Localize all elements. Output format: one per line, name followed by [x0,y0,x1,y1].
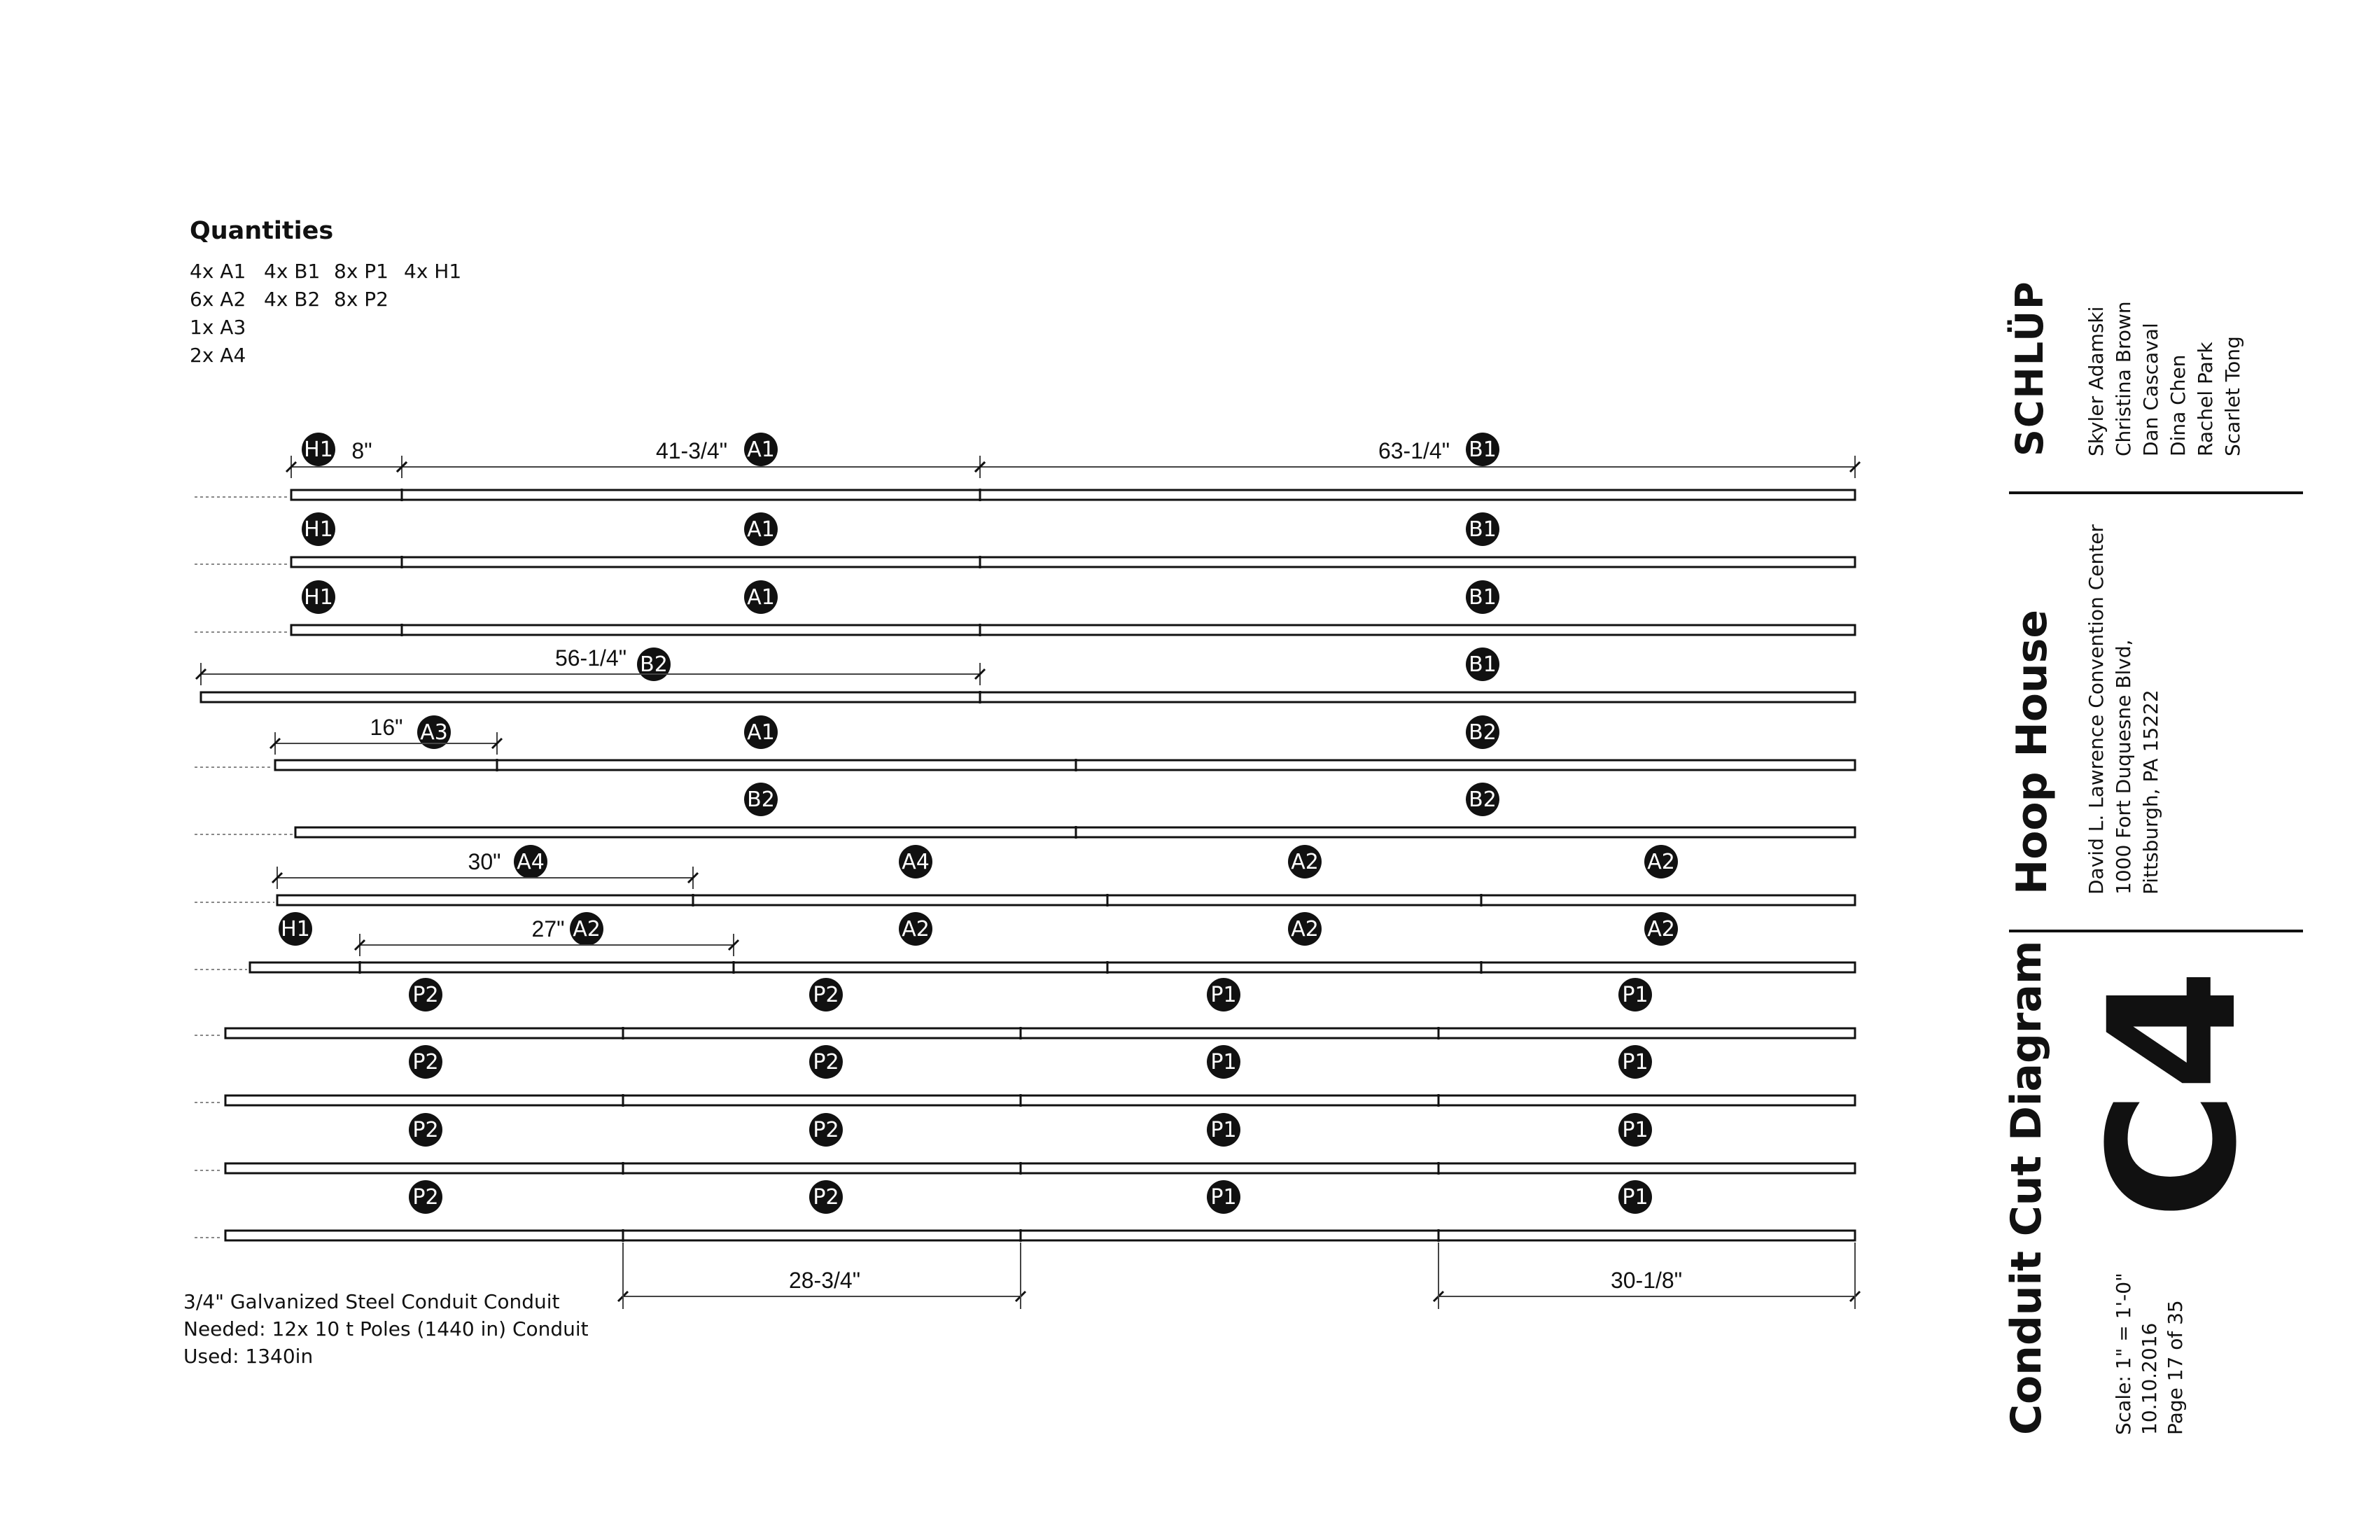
team-member: Skyler Adamski [2085,306,2108,456]
segment-label: P1 [1210,983,1237,1007]
segment-label: P2 [813,983,839,1007]
segment-label: B1 [1469,652,1497,677]
segment-label: A1 [747,720,775,745]
dimension-label: 8" [351,438,372,463]
segment-label: P1 [1622,1050,1648,1074]
team-member: Christina Brown [2112,301,2135,456]
conduit-pole [275,760,1855,770]
segment-label: A4 [902,850,930,874]
dimension-label: 41-3/4" [655,438,728,463]
quantity-item: 2x A4 [190,344,246,367]
segment-label: A1 [747,517,775,542]
segment-label: H1 [304,585,333,610]
conduit-pole [201,692,1855,702]
segment-label: P2 [412,983,439,1007]
segment-label: P2 [412,1118,439,1142]
segment-label: P1 [1210,1118,1237,1142]
drawing-title: Conduit Cut Diagram [2002,940,2051,1435]
segment-label: B2 [1469,720,1497,745]
segment-label: P2 [813,1185,839,1210]
segment-label: A4 [517,850,545,874]
drawing-info [2110,1273,2188,1435]
conduit-pole [291,557,1855,567]
segment-label: A2 [1647,917,1675,941]
quantity-item: 8x P1 [334,260,388,283]
segment-label: A2 [902,917,930,941]
project-address [2082,524,2164,895]
team-name: SCHLÜP [2008,280,2052,456]
sheet-number: C4 [2071,969,2275,1219]
dimension-label: 30" [468,849,501,874]
drawing-page: Page 17 of 35 [2164,1300,2187,1435]
address-line: 1000 Fort Duquesne Blvd, [2112,639,2135,895]
quantity-item: 4x H1 [404,260,462,283]
segment-label: A2 [1291,850,1319,874]
team-member: Dan Cascaval [2139,323,2162,456]
segment-label: B1 [1469,517,1497,542]
segment-label: B2 [747,788,775,812]
conduit-pole [225,1163,1855,1173]
team-member: Dina Chen [2166,354,2190,456]
dimension-label: 30-1/8" [1610,1268,1683,1293]
segment-label: P2 [813,1050,839,1074]
segment-label: B1 [1469,438,1497,462]
drawing-scale: Scale: 1" = 1'-0" [2112,1273,2135,1435]
quantity-item: 4x B2 [264,288,321,311]
team-member: Rachel Park [2194,342,2217,456]
segment-label: A2 [573,917,601,941]
conduit-pole [250,962,1855,972]
address-line: David L. Lawrence Convention Center [2085,524,2108,895]
segment-label: P1 [1210,1050,1237,1074]
dimension-label: 27" [531,916,565,941]
drawing-date: 10.10.2016 [2138,1322,2161,1435]
dimension-label: 28-3/4" [788,1268,861,1293]
segment-label: A3 [420,720,448,745]
segment-label: H1 [304,438,333,462]
segment-label: P1 [1210,1185,1237,1210]
team-member: Scarlet Tong [2221,336,2244,456]
segment-label: H1 [281,917,310,941]
quantity-item: 6x A2 [190,288,246,311]
segment-label: P1 [1622,983,1648,1007]
quantities-title: Quantities [190,217,334,245]
segment-label: P2 [412,1185,439,1210]
conduit-pole [291,625,1855,635]
conduit-pole [291,490,1855,500]
notes-material: 3/4" Galvanized Steel Conduit Conduit [183,1290,560,1313]
quantity-item: 4x A1 [190,260,246,283]
material-notes [183,1288,589,1370]
dimension-label: 16" [370,715,403,740]
segment-label: P1 [1622,1118,1648,1142]
segment-label: A1 [747,438,775,462]
address-line: Pittsburgh, PA 15222 [2139,690,2162,895]
notes-needed: Needed: 12x 10 t Poles (1440 in) Conduit [183,1317,589,1340]
dimension-label: 56-1/4" [554,645,627,671]
dimension-label: 63-1/4" [1378,438,1450,463]
notes-used: Used: 1340in [183,1345,314,1368]
quantity-item: 8x P2 [334,288,388,311]
segment-label: H1 [304,517,333,542]
segment-label: A2 [1291,917,1319,941]
quantity-item: 1x A3 [190,316,246,339]
segment-label: P1 [1622,1185,1648,1210]
conduit-pole [225,1096,1855,1105]
segment-label: A2 [1647,850,1675,874]
quantity-item: 4x B1 [264,260,321,283]
segment-label: B2 [1469,788,1497,812]
segment-label: A1 [747,585,775,610]
title-divider-2 [2009,930,2303,932]
segment-label: B2 [640,652,668,677]
segment-label: P2 [813,1118,839,1142]
title-divider-1 [2009,491,2303,494]
team-members [2082,301,2246,456]
conduit-pole [225,1028,1855,1038]
segment-label: P2 [412,1050,439,1074]
conduit-pole [225,1231,1855,1240]
project-name: Hoop House [2008,609,2057,895]
segment-label: B1 [1469,585,1497,610]
conduit-pole [277,895,1855,905]
